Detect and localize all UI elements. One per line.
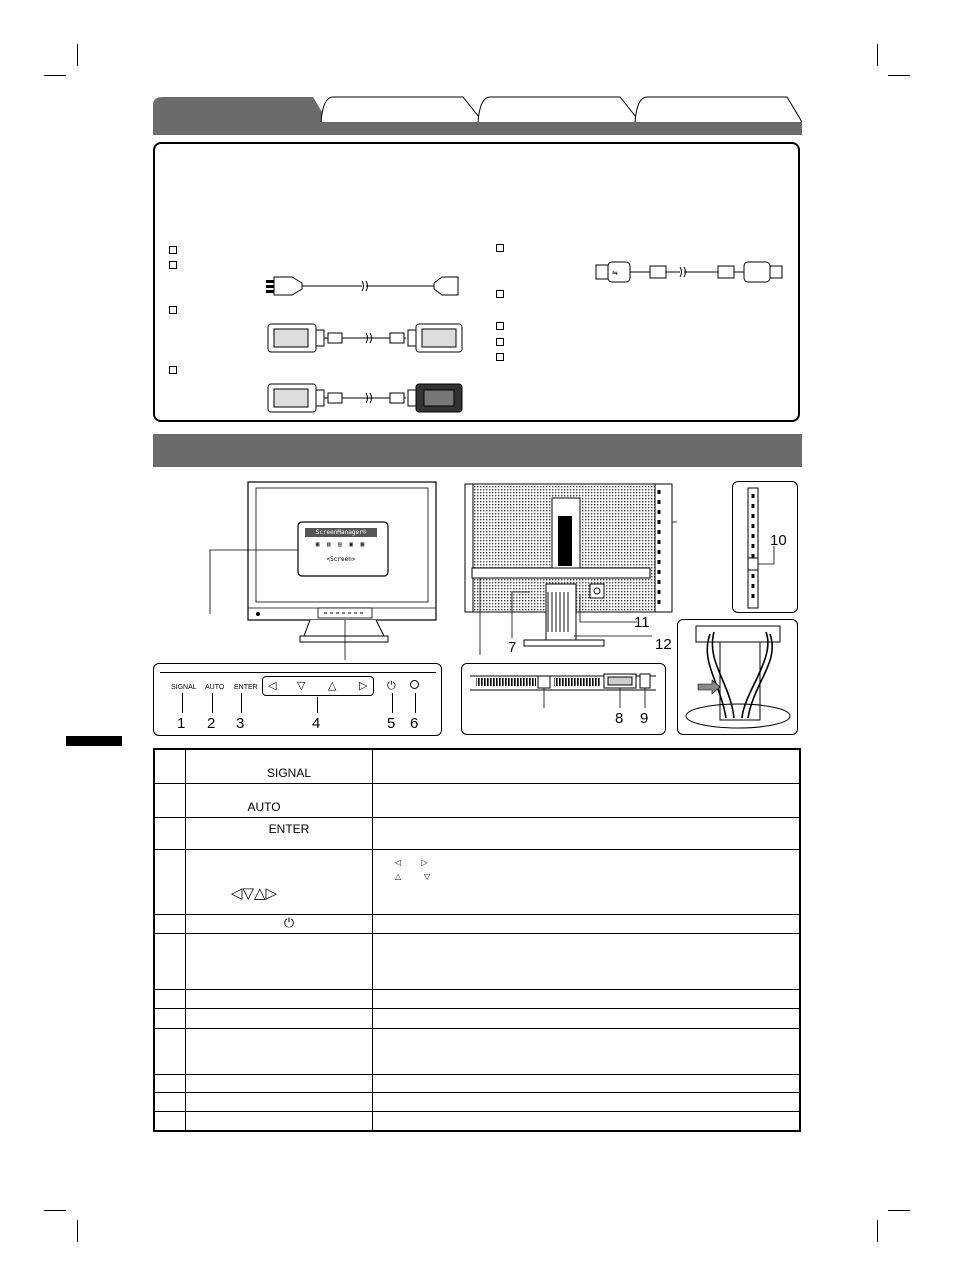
- callout-6: 6: [410, 715, 419, 732]
- crop-mark: [77, 44, 78, 66]
- signal-button-label: SIGNAL: [171, 684, 197, 691]
- checkbox-icon: [496, 353, 504, 361]
- checkbox-icon: [496, 322, 504, 330]
- arrow-icons: ◁▽△▷: [230, 883, 278, 902]
- table-row: [154, 1008, 800, 1028]
- enter-label: ENTER: [268, 822, 310, 836]
- monitor-front-illustration: [200, 480, 450, 660]
- callout-9: 9: [640, 710, 649, 727]
- up-down-arrow-icons: △ ▽: [395, 871, 431, 881]
- table-row: [154, 817, 800, 849]
- dvi-cable-icon: [266, 320, 466, 356]
- crop-mark: [877, 44, 878, 66]
- front-button-panel: [153, 663, 442, 736]
- parts-table: [153, 748, 801, 1132]
- checkbox-icon: [169, 246, 177, 254]
- table-row: [154, 1092, 800, 1111]
- page-side-tab: [66, 736, 122, 746]
- checkbox-icon: [496, 338, 504, 346]
- callout-3: 3: [236, 715, 245, 732]
- cable-holder-illustration: [680, 622, 795, 732]
- svg-text:⇋: ⇋: [612, 269, 618, 277]
- table-row: [154, 1028, 800, 1074]
- crop-mark: [888, 75, 910, 76]
- callout-5: 5: [387, 715, 396, 732]
- callout-2: 2: [207, 715, 216, 732]
- power-cord-icon: [262, 274, 462, 298]
- power-icon: ⏻: [283, 916, 295, 931]
- down-arrow-icon: ▽: [297, 679, 306, 692]
- callout-8: 8: [615, 710, 624, 727]
- callout-12: 12: [655, 636, 672, 653]
- right-arrow-icon: ▷: [359, 679, 368, 692]
- table-row: [154, 933, 800, 989]
- arrow-buttons-group: [262, 676, 374, 696]
- auto-button-label: AUTO: [205, 684, 225, 691]
- left-right-arrow-icons: ◁ ▷: [395, 857, 428, 867]
- crop-mark: [77, 1220, 78, 1242]
- checkbox-icon: [169, 366, 177, 374]
- callout-11: 11: [634, 614, 650, 631]
- callout-1: 1: [177, 715, 186, 732]
- checkbox-icon: [496, 244, 504, 252]
- table-row: [154, 989, 800, 1008]
- checkbox-icon: [169, 261, 177, 269]
- callout-7: 7: [508, 639, 517, 656]
- power-icon: ⏻: [387, 679, 396, 692]
- table-row: [154, 849, 800, 914]
- table-row: [154, 749, 800, 783]
- crop-mark: [888, 1210, 910, 1211]
- table-row: [154, 1074, 800, 1092]
- language-tabs: [153, 95, 802, 135]
- crop-mark: [877, 1220, 878, 1242]
- side-view-illustration: [734, 484, 796, 610]
- power-indicator-icon: [410, 680, 419, 689]
- auto-label: AUTO: [247, 800, 281, 814]
- crop-mark: [44, 75, 66, 76]
- table-row: [154, 914, 800, 933]
- connector-strip-illustration: [466, 668, 662, 728]
- left-arrow-icon: ◁: [268, 679, 277, 692]
- enter-button-label: ENTER: [234, 684, 258, 691]
- usb-cable-icon: [594, 258, 786, 286]
- osd-icons: ▦ ▥ ▤ ▣ ▦: [315, 541, 367, 548]
- table-row: [154, 1111, 800, 1131]
- osd-menu: [305, 528, 377, 570]
- up-arrow-icon: △: [328, 679, 337, 692]
- checkbox-icon: [496, 290, 504, 298]
- table-row: [154, 783, 800, 817]
- checkbox-icon: [169, 306, 177, 314]
- callout-10: 10: [770, 532, 787, 549]
- osd-title: ScreenManager®: [305, 528, 377, 537]
- callout-4: 4: [312, 715, 321, 732]
- signal-label: SIGNAL: [266, 766, 311, 781]
- crop-mark: [44, 1210, 66, 1211]
- osd-item: <Screen>: [326, 556, 356, 563]
- section-header-bar: [153, 434, 802, 467]
- dvi-dsub-cable-icon: [266, 380, 466, 416]
